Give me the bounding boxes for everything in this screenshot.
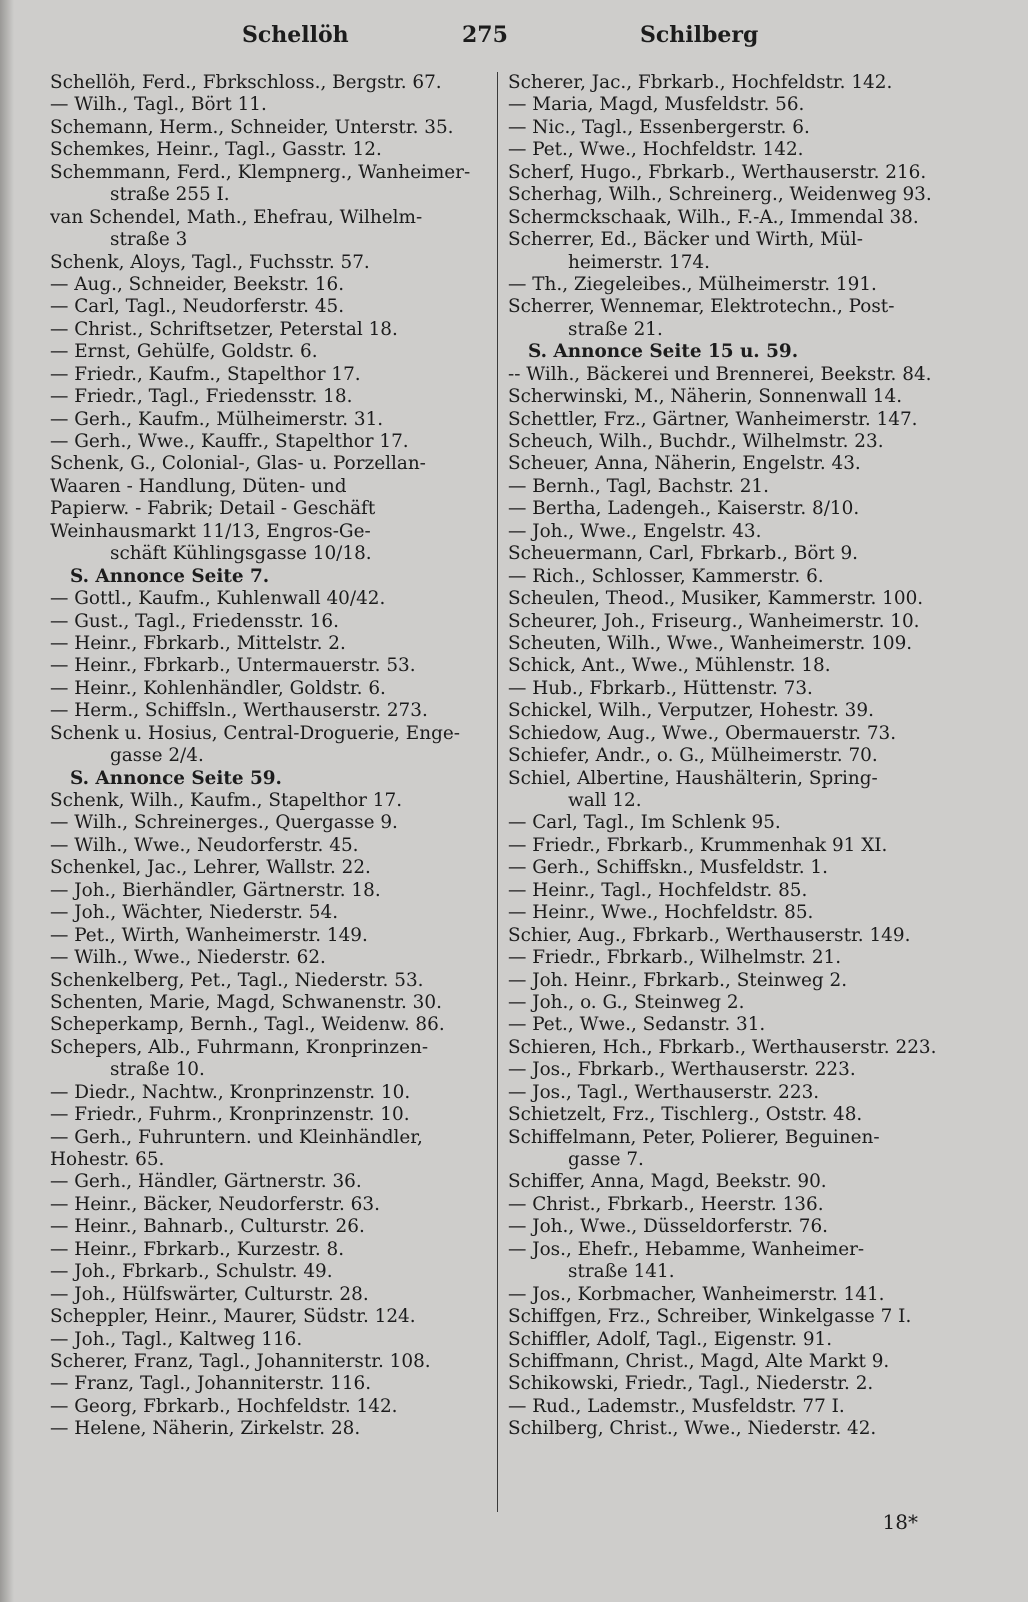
directory-entry-line: — Gottl., Kaufm., Kuhlenwall 40/42. [50, 588, 386, 610]
directory-entry-line: — Gerh., Händler, Gärtnerstr. 36. [50, 1171, 362, 1193]
directory-entry-line: Schermckschaak, Wilh., F.-A., Immendal 38. [508, 206, 919, 228]
directory-entry-line: — Diedr., Nachtw., Kronprinzenstr. 10. [50, 1081, 411, 1103]
directory-entry-line: — Heinr., Tagl., Hochfeldstr. 85. [508, 879, 808, 901]
directory-entry-line: — Nic., Tagl., Essenbergerstr. 6. [508, 116, 810, 138]
directory-entry-line: Schenk, Aloys, Tagl., Fuchsstr. 57. [50, 251, 370, 273]
directory-entry-line: — Friedr., Fbrkarb., Krummenhak 91 XI. [508, 834, 888, 856]
directory-entry-line: — Friedr., Tagl., Friedensstr. 18. [50, 386, 353, 408]
directory-entry-line: — Pet., Wwe., Hochfeldstr. 142. [508, 139, 804, 161]
directory-entry-line: — Helene, Näherin, Zirkelstr. 28. [50, 1418, 361, 1440]
directory-entry-line: — Heinr., Kohlenhändler, Goldstr. 6. [50, 677, 386, 699]
directory-entry-line: Schiffler, Adolf, Tagl., Eigenstr. 91. [508, 1328, 833, 1350]
directory-entry-line: Scherhag, Wilh., Schreinerg., Weidenweg 93. [508, 184, 932, 206]
left-column [50, 72, 495, 1441]
directory-entry-line: — Ernst, Gehülfe, Goldstr. 6. [50, 341, 318, 363]
directory-entry-line: heimerstr. 174. [568, 251, 710, 273]
directory-entry-line: gasse 2/4. [110, 745, 204, 767]
directory-entry-line: — Herm., Schiffsln., Werthauserstr. 273. [50, 700, 428, 722]
directory-entry-line: — Heinr., Fbrkarb., Mittelstr. 2. [50, 632, 346, 654]
directory-entry-line: Schiel, Albertine, Haushälterin, Spring- [508, 767, 878, 789]
advertisement-reference: S. Annonce Seite 59. [70, 767, 282, 789]
directory-entry-line: Schietzelt, Frz., Tischlerg., Oststr. 48. [508, 1104, 863, 1126]
directory-entry-line: Scherrer, Ed., Bäcker und Wirth, Mül- [508, 229, 863, 251]
directory-entry-line: Schepers, Alb., Fuhrmann, Kronprinzen- [50, 1036, 429, 1058]
directory-entry-line: — Georg, Fbrkarb., Hochfeldstr. 142. [50, 1395, 398, 1417]
directory-entry-line: — Heinr., Fbrkarb., Kurzestr. 8. [50, 1238, 345, 1260]
directory-entry-line: straße 3 [110, 229, 188, 251]
directory-entry-line: straße 141. [568, 1261, 675, 1283]
directory-entry-line: — Christ., Schriftsetzer, Peterstal 18. [50, 318, 398, 340]
directory-entry-line: — Heinr., Bäcker, Neudorferstr. 63. [50, 1193, 380, 1215]
directory-entry-line: — Wilh., Tagl., Bört 11. [50, 94, 267, 116]
directory-entry-line: Scheuten, Wilh., Wwe., Wanheimerstr. 109. [508, 632, 913, 654]
directory-entry-line: — Wilh., Wwe., Neudorferstr. 45. [50, 834, 359, 856]
directory-entry-line: — Pet., Wwe., Sedanstr. 31. [508, 1014, 766, 1036]
directory-entry-line: Scheperkamp, Bernh., Tagl., Weidenw. 86. [50, 1014, 445, 1036]
directory-entry-line: Schenkelberg, Pet., Tagl., Niederstr. 53. [50, 969, 424, 991]
directory-entry-line: — Joh., Hülfswärter, Culturstr. 28. [50, 1283, 369, 1305]
directory-entry-line: — Joh., Fbrkarb., Schulstr. 49. [50, 1261, 333, 1283]
directory-entry-line: — Aug., Schneider, Beekstr. 16. [50, 273, 345, 295]
page-number: 275 [462, 22, 508, 48]
directory-entry-line: van Schendel, Math., Ehefrau, Wilhelm- [50, 206, 423, 228]
directory-entry-line: straße 255 I. [110, 184, 230, 206]
directory-entry-line: — Gust., Tagl., Friedensstr. 16. [50, 610, 339, 632]
directory-entry-line: Schiffer, Anna, Magd, Beekstr. 90. [508, 1171, 827, 1193]
directory-entry-line: — Rud., Lademstr., Musfeldstr. 77 I. [508, 1395, 845, 1417]
directory-entry-line: Schiffmann, Christ., Magd, Alte Markt 9. [508, 1350, 890, 1372]
directory-entry-line: wall 12. [568, 790, 642, 811]
directory-entry-line: -- Wilh., Bäckerei und Brennerei, Beekstr. 84. [508, 363, 932, 385]
directory-entry-line: — Jos., Fbrkarb., Werthauserstr. 223. [508, 1059, 856, 1081]
directory-entry-line: — Joh., Wwe., Düsseldorferstr. 76. [508, 1216, 829, 1238]
directory-entry-line: Schellöh, Ferd., Fbrkschloss., Bergstr. 67. [50, 72, 442, 93]
directory-entry-line: Scheppler, Heinr., Maurer, Südstr. 124. [50, 1306, 416, 1328]
directory-entry-line: Schemmann, Ferd., Klempnerg., Wanheimer- [50, 161, 471, 183]
advertisement-reference: S. Annonce Seite 7. [70, 565, 270, 587]
directory-entry-line: — Friedr., Kaufm., Stapelthor 17. [50, 363, 361, 385]
directory-entry-line: Scheurer, Joh., Friseurg., Wanheimerstr. 10. [508, 610, 920, 632]
column-divider [497, 72, 498, 1512]
directory-entry-line: Schickel, Wilh., Verputzer, Hohestr. 39. [508, 700, 874, 722]
directory-entry-line: Schieren, Hch., Fbrkarb., Werthauserstr. 223. [508, 1036, 937, 1058]
directory-entry-line: Schenten, Marie, Magd, Schwanenstr. 30. [50, 991, 442, 1013]
directory-entry-line: Schemann, Herm., Schneider, Unterstr. 35. [50, 116, 454, 138]
directory-entry-line: straße 21. [568, 318, 663, 340]
directory-entry-line: Schettler, Frz., Gärtner, Wanheimerstr. 147. [508, 408, 918, 430]
directory-entry-line: Weinhausmarkt 11/13, Engros-Ge- [50, 520, 371, 542]
directory-entry-line: Schiffgen, Frz., Schreiber, Winkelgasse 7 I. [508, 1306, 912, 1328]
directory-entry-line: — Christ., Fbrkarb., Heerstr. 136. [508, 1193, 824, 1215]
directory-entry-line: Papierw. - Fabrik; Detail - Geschäft [50, 498, 376, 520]
directory-entry-line: Schemkes, Heinr., Tagl., Gasstr. 12. [50, 139, 382, 161]
directory-entry-line: — Friedr., Fuhrm., Kronprinzenstr. 10. [50, 1104, 410, 1126]
directory-entry-line: — Joh., Tagl., Kaltweg 116. [50, 1328, 303, 1350]
directory-entry-line: Schenk, Wilh., Kaufm., Stapelthor 17. [50, 790, 403, 811]
directory-entry-line: — Gerh., Schiffskn., Musfeldstr. 1. [508, 857, 828, 879]
directory-entry-line: Hohestr. 65. [50, 1149, 165, 1170]
directory-entry-line: — Carl, Tagl., Im Schlenk 95. [508, 812, 781, 834]
right-column [508, 72, 953, 1441]
directory-entry-line: Scherwinski, M., Näherin, Sonnenwall 14. [508, 386, 903, 408]
directory-entry-line: — Maria, Magd, Musfeldstr. 56. [508, 94, 805, 116]
directory-entry-line: — Joh., Wächter, Niederstr. 54. [50, 902, 339, 924]
directory-entry-line: Scheuch, Wilh., Buchdr., Wilhelmstr. 23. [508, 431, 884, 452]
directory-entry-line: Scheuer, Anna, Näherin, Engelstr. 43. [508, 453, 861, 475]
directory-entry-line: — Wilh., Schreinerges., Quergasse 9. [50, 812, 398, 834]
directory-entry-line: Scherer, Jac., Fbrkarb., Hochfeldstr. 142. [508, 72, 893, 93]
directory-entry-line: Scheulen, Theod., Musiker, Kammerstr. 100. [508, 588, 924, 610]
header-last-entry: Schilberg [640, 22, 759, 48]
directory-entry-line: — Pet., Wirth, Wanheimerstr. 149. [50, 924, 368, 946]
directory-entry-line: Scherf, Hugo., Fbrkarb., Werthauserstr. 216. [508, 161, 927, 183]
directory-entry-line: Schenk u. Hosius, Central-Droguerie, Enge- [50, 722, 460, 744]
directory-entry-line: Schilberg, Christ., Wwe., Niederstr. 42. [508, 1418, 877, 1440]
header-first-entry: Schellöh [242, 22, 349, 48]
directory-entry-line: — Jos., Korbmacher, Wanheimerstr. 141. [508, 1283, 885, 1305]
directory-entry-line: gasse 7. [568, 1149, 644, 1170]
directory-entry-line: Schiedow, Aug., Wwe., Obermauerstr. 73. [508, 722, 897, 744]
directory-entry-line: — Rich., Schlosser, Kammerstr. 6. [508, 565, 824, 587]
directory-entry-line: — Jos., Ehefr., Hebamme, Wanheimer- [508, 1238, 865, 1260]
directory-entry-line: — Bernh., Tagl, Bachstr. 21. [508, 475, 769, 497]
directory-entry-line: Scheuermann, Carl, Fbrkarb., Bört 9. [508, 543, 859, 565]
directory-entry-line: — Friedr., Fbrkarb., Wilhelmstr. 21. [508, 947, 842, 969]
directory-entry-line: Scherrer, Wennemar, Elektrotechn., Post- [508, 296, 895, 318]
directory-entry-line: Schiefer, Andr., o. G., Mülheimerstr. 70. [508, 745, 878, 767]
directory-entry-line: Schikowski, Friedr., Tagl., Niederstr. 2. [508, 1373, 874, 1395]
advertisement-reference: S. Annonce Seite 15 u. 59. [528, 341, 799, 363]
directory-entry-line: — Carl, Tagl., Neudorferstr. 45. [50, 296, 345, 318]
directory-entry-line: — Joh., Wwe., Engelstr. 43. [508, 520, 762, 542]
directory-entry-line: — Heinr., Wwe., Hochfeldstr. 85. [508, 902, 814, 924]
directory-entry-line: — Hub., Fbrkarb., Hüttenstr. 73. [508, 677, 813, 699]
directory-entry-line: Schenkel, Jac., Lehrer, Wallstr. 22. [50, 857, 371, 879]
directory-entry-line: — Bertha, Ladengeh., Kaiserstr. 8/10. [508, 498, 860, 520]
signature-mark: 18* [882, 1510, 918, 1534]
directory-entry-line: Schiffelmann, Peter, Polierer, Beguinen- [508, 1126, 880, 1148]
directory-entry-line: — Gerh., Kaufm., Mülheimerstr. 31. [50, 408, 384, 430]
directory-entry-line: Schier, Aug., Fbrkarb., Werthauserstr. 149. [508, 924, 911, 946]
directory-entry-line: — Joh. Heinr., Fbrkarb., Steinweg 2. [508, 969, 848, 991]
directory-entry-line: — Joh., o. G., Steinweg 2. [508, 991, 745, 1013]
directory-entry-line: — Jos., Tagl., Werthauserstr. 223. [508, 1081, 820, 1103]
directory-entry-line: — Joh., Bierhändler, Gärtnerstr. 18. [50, 879, 381, 901]
directory-entry-line: schäft Kühlingsgasse 10/18. [110, 543, 372, 565]
running-header [40, 22, 980, 58]
directory-entry-line: — Wilh., Wwe., Niederstr. 62. [50, 947, 326, 969]
directory-entry-line: — Gerh., Wwe., Kauffr., Stapelthor 17. [50, 431, 409, 452]
directory-entry-line: — Heinr., Fbrkarb., Untermauerstr. 53. [50, 655, 416, 677]
directory-entry-line: Scherer, Franz, Tagl., Johanniterstr. 108. [50, 1350, 431, 1372]
directory-entry-line: — Th., Ziegeleibes., Mülheimerstr. 191. [508, 273, 877, 295]
directory-entry-line: Schenk, G., Colonial-, Glas- u. Porzellan- [50, 453, 426, 475]
directory-entry-line: Waaren - Handlung, Düten- und [50, 475, 347, 497]
directory-entry-line: — Heinr., Bahnarb., Culturstr. 26. [50, 1216, 365, 1238]
directory-entry-line: — Franz, Tagl., Johanniterstr. 116. [50, 1373, 372, 1395]
directory-entry-line: Schick, Ant., Wwe., Mühlenstr. 18. [508, 655, 831, 677]
directory-entry-line: — Gerh., Fuhruntern. und Kleinhändler, [50, 1126, 423, 1148]
directory-entry-line: straße 10. [110, 1059, 205, 1081]
